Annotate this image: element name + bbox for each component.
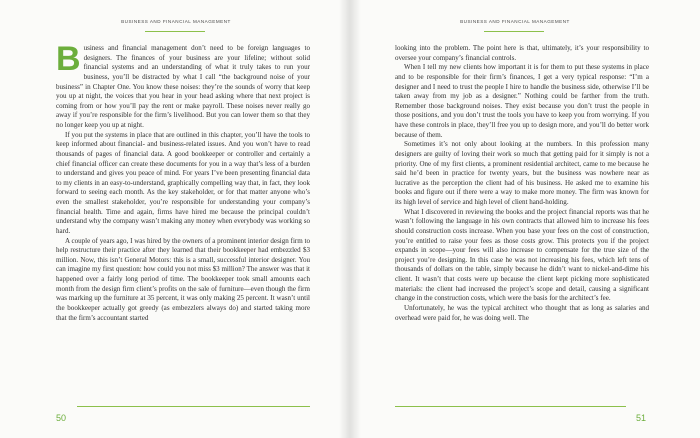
paragraph: Unfortunately, he was the typical architect who thought that as long as salaries and overhead were paid for, he was doing well. The xyxy=(395,303,649,322)
page-number: 50 xyxy=(56,413,67,423)
paragraph: If you put the systems in place that are outlined in this chapter, you’ll have the tools to keep informed about financial- and business-related issues. And you won’t have to read thousands of pages of financial data. A good bookkeeper or controller and certainly a chief financial officer can create these documents for you in a way that’s less of a burden to understand and gives you peace of mind. For years I’ve been presenting financial data to my clients in an easy-to-understand, graphically compelling way that, in fact, they look forward to seeing each month. As the key stakeholder, or for that matter anyone who’s even the smallest stakeholder, you’re responsible for understanding your company’s financial health. Time and again, firms have hired me because the principal couldn’t understand why the company wasn’t making any money when everybody was working so hard. xyxy=(56,130,310,235)
drop-cap: B xyxy=(56,44,81,78)
paragraph: looking into the problem. The point here is that, ultimately, it’s your responsibility to oversee your company’s financial controls. xyxy=(395,44,649,62)
paragraph: Sometimes it’s not only about looking at the numbers. In this profession many designers are guilty of loving their work so much that getting paid for it simply is not a priority. One of my first clients, a prominent residential architect, came to me because he said he’d been in practice for twenty years, but the business was nowhere near as lucrative as the perception the client had of his business. He asked me to examine his books and figure out if there were a way to make more money. The firm was known for its high level of service and high level of client hand-holding. xyxy=(395,140,649,206)
header-rule xyxy=(145,31,205,32)
paragraph-text: usiness and financial management don’t need to be foreign languages to designers. The finances of your business are your lifeline; without solid financial systems and an understanding of what it truly takes to run your business, you’ll be distracted by what I call “the background noise of your business” in Chapter One. You know these noises: they’re the sounds of worry that keep you up at night, the voices that you hear in your head asking where that next project is coming from or how you’ll pay the rent or make payroll. These noises never really go away if you’re responsible for the firm’s livelihood. But you can lower them so that they no longer keep you up at night. xyxy=(56,44,310,129)
paragraph xyxy=(56,44,310,131)
running-head: BUSINESS AND FINANCIAL MANAGEMENT xyxy=(121,19,231,24)
footer-rule xyxy=(395,406,626,407)
page-number: 51 xyxy=(636,413,647,423)
footer-rule xyxy=(77,406,310,407)
body-text xyxy=(56,44,310,394)
paragraph: What I discovered in reviewing the books and the project financial reports was that he wasn’t following the language in his own contracts that allowed him to increase his fees should construction costs increase. When you base your fees on the cost of construction, you’re entitled to raise your fees as those costs grow. This protects you if the project expands in scope—your fees will also increase to compensate for the true size of the project you’re designing. In this case he was not increasing his fees, which left tens of thousands of dollars on the table, simply because he didn’t want to nickel-and-dime his client. It wasn’t that costs were up because the client kept picking more sophisticated materials: the client had increased the project’s scope and detail, causing a significant change in the construction costs, which were the basis for the architect’s fee. xyxy=(395,207,649,303)
running-head: BUSINESS AND FINANCIAL MANAGEMENT xyxy=(460,19,570,24)
right-page xyxy=(350,0,700,438)
paragraph: A couple of years ago, I was hired by the owners of a prominent interior design firm to help restructure their practice after they learned that their bookkeeper had embezzled $3 million. Now, this isn’t General Motors: this is a small, successful interior designer. You can imagine my first question: how could you not miss $3 million? The answer was that it happened over a fairly long period of time. The bookkeeper took small amounts each month from the design firm client’s profits on the sale of furniture—even though the firm was marking up the furniture at 35 percent, it was only making 25 percent. It wasn’t until the bookkeeper actually got greedy (as embezzlers always do) and started taking more that the firm’s accountant started xyxy=(56,236,310,322)
body-text xyxy=(395,44,649,394)
paragraph: When I tell my new clients how important it is for them to put these systems in place and to be responsible for their firm’s finances, I get a very typical response: “I’m a designer and I need to trust the people I hire to handle the business side, otherwise I’ll be taken away from my job as a designer.” Nothing could be farther from the truth. Remember those background noises. They exist because you don’t trust the people in those positions, and you don’t trust the tools you have to keep you from worrying. If you have these controls in place, they’ll free you up to design more, and you’ll do better work because of them. xyxy=(395,63,649,139)
header-rule xyxy=(484,31,544,32)
